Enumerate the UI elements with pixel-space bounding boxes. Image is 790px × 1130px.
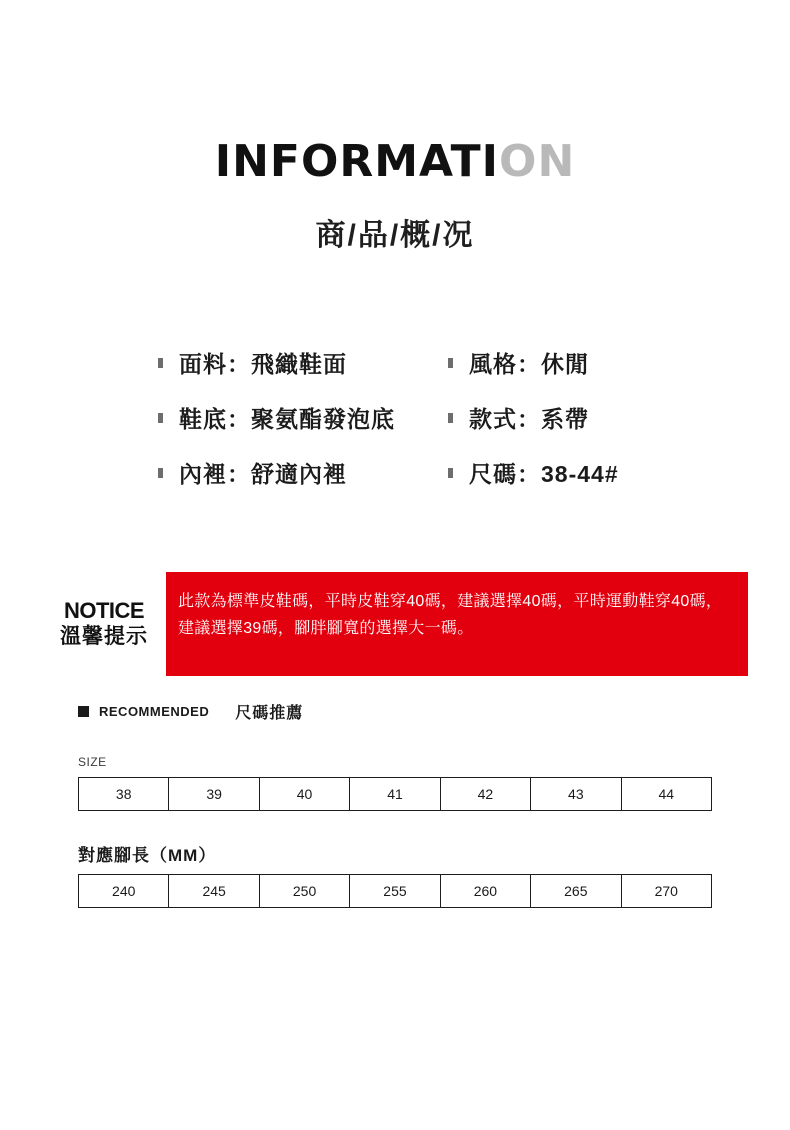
foot-length-cell: 265 (531, 875, 621, 908)
bullet-icon (448, 358, 453, 368)
bullet-icon (448, 413, 453, 423)
spec-item (448, 346, 710, 379)
page-subtitle: 商/品/概/况 (315, 219, 475, 252)
foot-length-cell: 255 (350, 875, 440, 908)
size-heading-en: RECOMMENDED (99, 704, 210, 719)
size-cell: 40 (259, 778, 349, 811)
size-label: SIZE (78, 755, 107, 769)
spec-item (158, 456, 410, 489)
foot-length-label: 對應腳長（MM） (78, 846, 217, 865)
size-cell: 43 (531, 778, 621, 811)
title-block (0, 0, 790, 254)
foot-length-cell: 245 (169, 875, 259, 908)
page-title-main: INFORMATI (214, 136, 500, 187)
size-table (78, 777, 712, 811)
foot-length-cell: 260 (440, 875, 530, 908)
notice-text: 此款為標準皮鞋碼，平時皮鞋穿40碼，建議選擇40碼，平時運動鞋穿40碼，建議選擇39碼，腳胖腳寬的選擇大一碼。 (178, 593, 723, 638)
foot-length-cell: 240 (79, 875, 169, 908)
spec-item-label: 內裡：舒適內裡 (179, 461, 347, 487)
table-row (79, 875, 712, 908)
size-cell: 38 (79, 778, 169, 811)
size-recommendation-heading (42, 700, 748, 723)
spec-item (158, 346, 410, 379)
size-cell: 41 (350, 778, 440, 811)
size-cell: 39 (169, 778, 259, 811)
size-cell: 44 (621, 778, 711, 811)
spec-item-label: 鞋底：聚氨酯發泡底 (179, 406, 395, 432)
notice-banner (42, 572, 748, 676)
size-cell: 42 (440, 778, 530, 811)
spec-item-label: 尺碼：38-44# (469, 461, 619, 487)
table-row (79, 778, 712, 811)
foot-length-table (78, 874, 712, 908)
spec-column-right (410, 346, 710, 489)
bullet-icon (158, 358, 163, 368)
spec-item-label: 面料：飛織鞋面 (179, 351, 347, 377)
page-title-faded: ON (499, 136, 576, 187)
square-bullet-icon (78, 706, 89, 717)
bullet-icon (448, 468, 453, 478)
page-title (214, 136, 576, 187)
spec-item-label: 風格：休閒 (469, 351, 589, 377)
spec-column-left (80, 346, 410, 489)
notice-label (42, 572, 166, 676)
bullet-icon (158, 468, 163, 478)
foot-length-cell: 250 (259, 875, 349, 908)
bullet-icon (158, 413, 163, 423)
spec-list (0, 346, 790, 489)
size-recommendation-section (42, 700, 748, 908)
foot-length-cell: 270 (621, 875, 711, 908)
spec-item (448, 456, 710, 489)
spec-item (448, 401, 710, 434)
notice-label-en: NOTICE (63, 598, 145, 624)
spec-item (158, 401, 410, 434)
notice-label-cn: 溫馨提示 (60, 624, 148, 648)
size-heading-cn: 尺碼推薦 (235, 705, 304, 722)
spec-item-label: 款式：系帶 (469, 406, 589, 432)
